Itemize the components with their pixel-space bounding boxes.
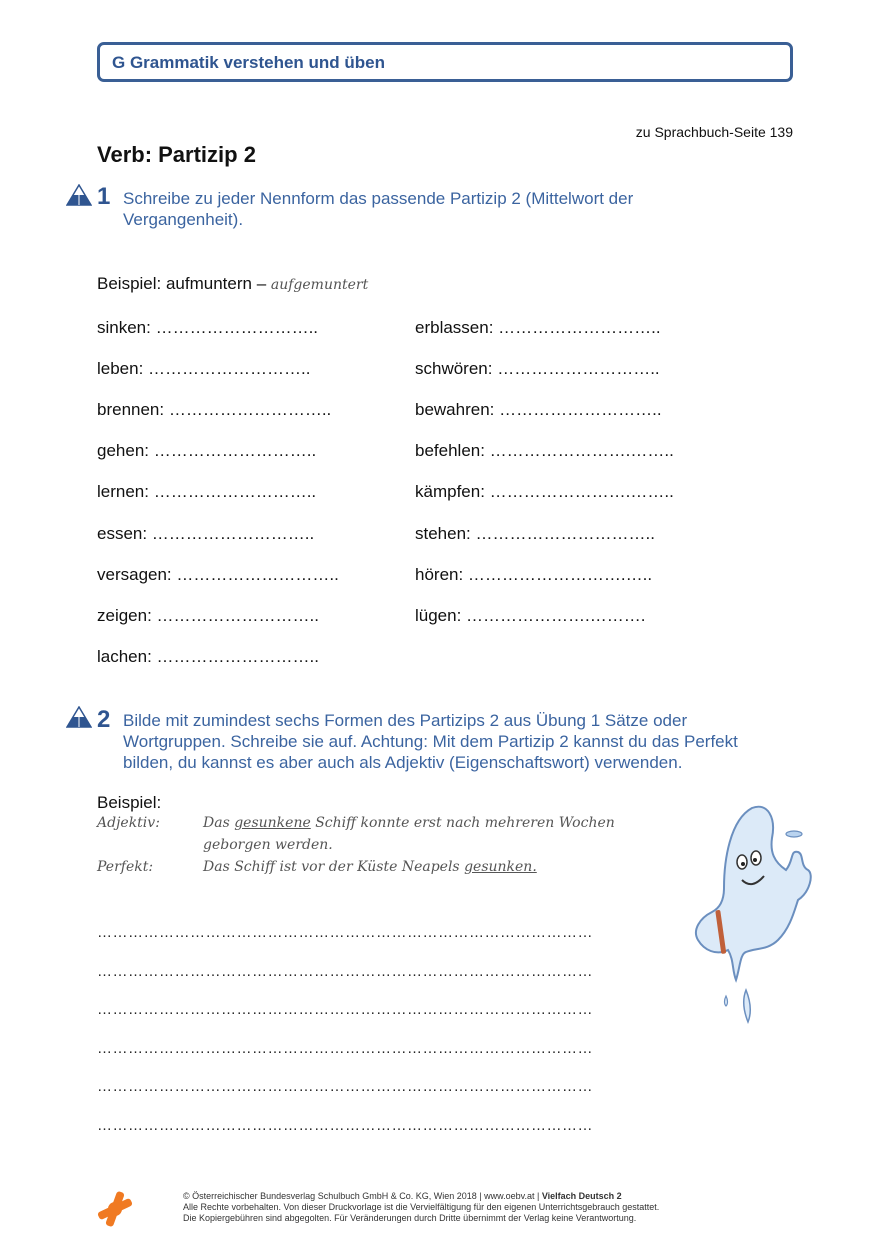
perfekt-label: Perfekt: bbox=[97, 859, 154, 875]
verb-exercise-item: sinken: ……………………….. bbox=[97, 318, 319, 337]
verb-exercise-item: brennen: ……………………….. bbox=[97, 400, 332, 420]
page-title: Verb: Partizip 2 bbox=[97, 142, 256, 167]
ghost-mascot-illustration bbox=[690, 800, 820, 1025]
copyright-footer bbox=[183, 1191, 659, 1224]
task-1-example bbox=[97, 274, 368, 294]
adjektiv-example-start: Das bbox=[203, 815, 230, 831]
verb-exercise-item: gehen: ……………………….. bbox=[97, 441, 317, 461]
task-1-instruction: Schreibe zu jeder Nennform das passende Partizip 2 (Mittelwort der Vergangenheit). bbox=[123, 189, 634, 229]
perfekt-example-start: Das Schiff ist vor der Küste Neapels bbox=[203, 859, 460, 875]
verb-exercise-item: essen: ……………………….. bbox=[97, 523, 315, 543]
answer-write-line: …………………………………………………………………………………… bbox=[97, 1001, 593, 1018]
footer-book-title: Vielfach Deutsch 2 bbox=[541, 1191, 622, 1201]
answer-write-line: …………………………………………………………………………………… bbox=[97, 1116, 593, 1134]
verb-exercise-item: kämpfen: …………………….…….. bbox=[415, 482, 674, 502]
footer-line-1 bbox=[183, 1191, 659, 1202]
section-header-box bbox=[97, 42, 793, 82]
difficulty-pyramid-icon bbox=[66, 706, 92, 728]
task-1-number: 1 bbox=[97, 183, 111, 210]
task-2-number: 2 bbox=[97, 706, 111, 733]
adjektiv-example-line-2: geborgen werden. bbox=[203, 837, 333, 853]
adjektiv-label: Adjektiv: bbox=[97, 815, 160, 831]
task-2-example-label: Beispiel: bbox=[97, 793, 162, 812]
verb-exercise-item: bewahren: ……………………….. bbox=[415, 400, 662, 420]
verb-exercise-item: lachen: ……………………….. bbox=[97, 646, 319, 666]
verb-exercise-item: lügen: ………………….………. bbox=[415, 605, 646, 625]
task-1-example-label: Beispiel: aufmuntern – bbox=[97, 274, 267, 293]
verb-exercise-item: hören: ……………………….….. bbox=[415, 564, 653, 584]
verb-exercise-item: schwören: ……………………….. bbox=[415, 359, 660, 379]
adjektiv-example-end: Schiff konnte erst nach mehreren Wochen bbox=[315, 815, 615, 831]
perfekt-example bbox=[203, 859, 537, 875]
answer-write-line: …………………………………………………………………………………… bbox=[97, 1078, 593, 1095]
textbook-reference: zu Sprachbuch-Seite 139 bbox=[635, 124, 793, 140]
difficulty-pyramid-icon bbox=[66, 184, 92, 206]
verb-exercise-item: zeigen: ……………………….. bbox=[97, 605, 319, 625]
answer-write-line: …………………………………………………………………………………… bbox=[97, 924, 593, 941]
task-1-example-answer: aufgemuntert bbox=[270, 277, 369, 293]
section-header-title: G Grammatik verstehen und üben bbox=[112, 53, 386, 72]
perfekt-example-participle: gesunken. bbox=[464, 859, 537, 875]
footer-line-2: Alle Rechte vorbehalten. Von dieser Druckvorlage ist die Vervielfältigung für den eigenen Unterrichtsgebrauch gestattet. bbox=[183, 1202, 660, 1212]
answer-write-line: …………………………………………………………………………………… bbox=[97, 962, 593, 980]
verb-exercise-item: erblassen: ……………………….. bbox=[415, 318, 661, 337]
answer-write-line: …………………………………………………………………………………… bbox=[97, 1039, 593, 1057]
verb-exercise-item: befehlen: …………………….…….. bbox=[415, 441, 674, 461]
task-2-instruction: Bilde mit zumindest sechs Formen des Partizips 2 aus Übung 1 Sätze oder Wortgruppen. Schreibe sie auf. Achtung: Mit dem Partizip 2 kannst du das Perfekt bilden, du kannst es aber auch als Adjektiv (Eigenschaftswort) verwenden. bbox=[123, 711, 738, 772]
verb-exercise-item: leben: ……………………….. bbox=[97, 359, 311, 379]
verb-exercise-item: stehen: ………………………….. bbox=[415, 523, 655, 543]
footer-line-3: Die Kopiergebühren sind abgegolten. Für Veränderungen durch Dritte übernimmt der Verlag keine Verantwortung. bbox=[183, 1213, 637, 1223]
verb-exercise-item: lernen: ……………………….. bbox=[97, 482, 317, 502]
publisher-logo-icon bbox=[96, 1190, 134, 1228]
verb-exercise-item: versagen: ……………………….. bbox=[97, 564, 339, 584]
footer-copyright: © Österreichischer Bundesverlag Schulbuch GmbH & Co. KG, Wien 2018 | www.oebv.at | bbox=[183, 1191, 540, 1201]
adjektiv-example-participle: gesunkene bbox=[234, 815, 311, 831]
adjektiv-example bbox=[203, 815, 615, 831]
